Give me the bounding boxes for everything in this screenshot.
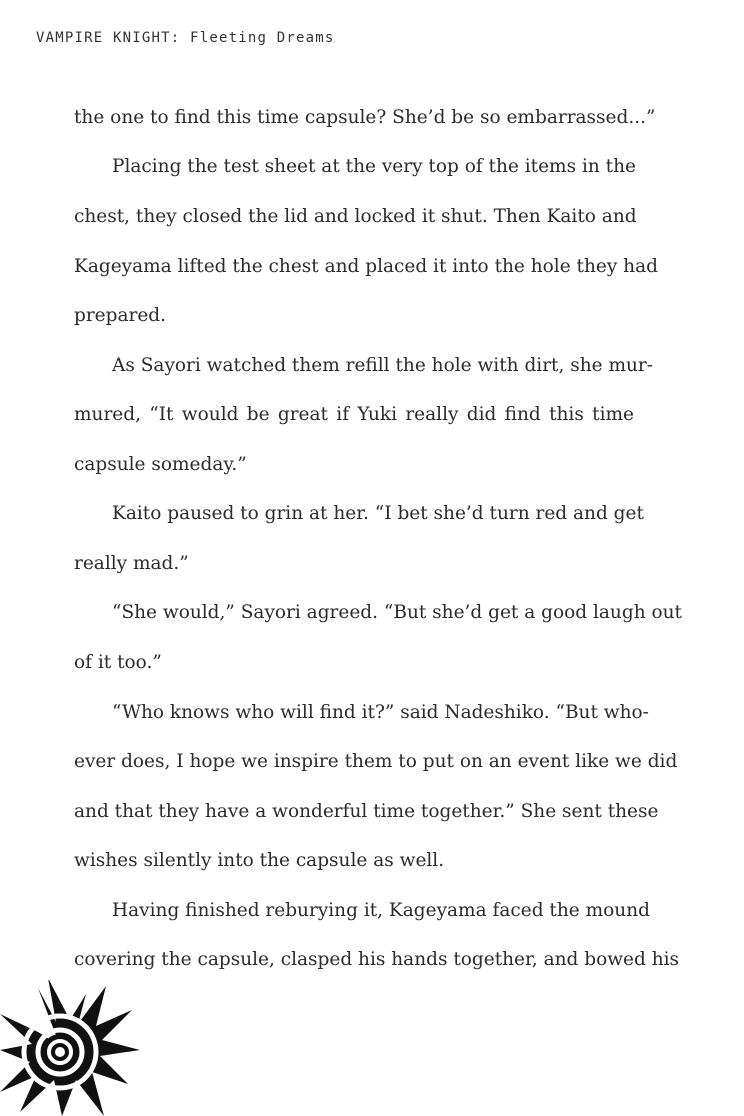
text-line: Having finished reburying it, Kageyama faced the mound bbox=[112, 900, 650, 921]
text-line: covering the capsule, clasped his hands together, and bowed his bbox=[74, 949, 680, 970]
text-line: really mad.” bbox=[74, 553, 189, 574]
text-line: As Sayori watched them refill the hole with dirt, she mur- bbox=[112, 355, 654, 376]
text-line: Placing the test sheet at the very top of the items in the bbox=[112, 156, 636, 177]
text-line: “Who knows who will find it?” said Nadeshiko. “But who- bbox=[112, 702, 649, 723]
rose-ornament-icon bbox=[0, 980, 140, 1116]
running-header: VAMPIRE KNIGHT: Fleeting Dreams bbox=[36, 30, 335, 46]
text-line: capsule someday.” bbox=[74, 454, 247, 475]
text-line: ever does, I hope we inspire them to put on an event like we did bbox=[74, 751, 678, 772]
text-line: of it too.” bbox=[74, 652, 162, 673]
text-line: wishes silently into the capsule as well. bbox=[74, 850, 445, 871]
text-line: chest, they closed the lid and locked it shut. Then Kaito and bbox=[74, 206, 637, 227]
text-line: and that they have a wonderful time together.” She sent these bbox=[74, 801, 659, 822]
text-line: Kageyama lifted the chest and placed it into the hole they had bbox=[74, 256, 658, 277]
text-line: Kaito paused to grin at her. “I bet she’d turn red and get bbox=[112, 503, 644, 524]
text-line: “She would,” Sayori agreed. “But she’d get a good laugh out bbox=[112, 602, 682, 623]
text-line: mured, “It would be great if Yuki really did find this time bbox=[74, 404, 634, 425]
text-line: prepared. bbox=[74, 305, 167, 326]
text-line: the one to find this time capsule? She’d be so embarrassed...” bbox=[74, 107, 656, 128]
